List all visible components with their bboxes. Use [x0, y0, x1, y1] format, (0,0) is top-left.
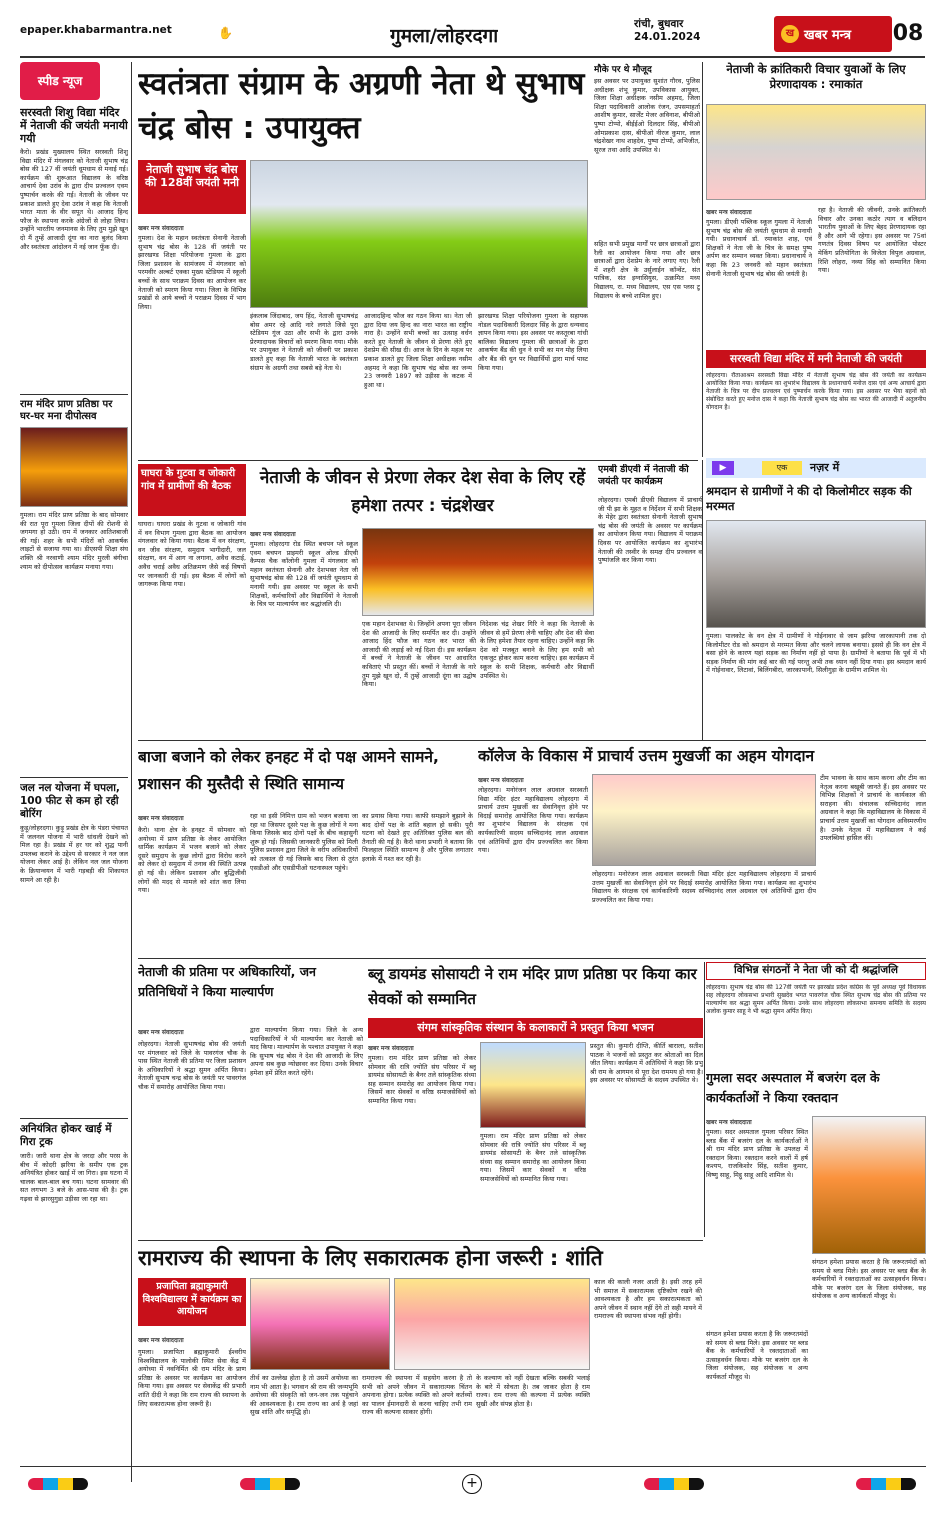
color-registration-bar: [856, 1478, 916, 1490]
sangam-byline: खबर मन्त्र संवाददाता: [368, 1045, 414, 1052]
lead-col-2: इंकलाब जिंदाबाद, जय हिंद, नेताजी सुभाषचंद्र बोस अमर रहे आदि नारे लगाते जिसे पूरा स्टेडियम गूंज उठा और सभी के द्वारा उनके प्रेरणादायक विचारों को स्मरण किया गया। मौके पर उपायुक्त ने नेताजी को जीवनी पर प्रकाश डालते हुए कहा कि नेताजी भारत के स्वतंत्रता संग्राम के अग्रणी तथा सबसे बड़े नेता थे।: [250, 312, 358, 372]
speed-item: [20, 399, 128, 773]
netaji-views-col-1: गुमला। डीएवी पब्लिक स्कूल गुमला में नेताजी सुभाष चंद्र बोस की जयंती धूमधाम से मनायी गयी। प्रधानाचार्य डॉ. रमाकांत शाह, एवं शिक्षकों ने नेता जी के चित्र के समक्ष पुष्प अर्पण कर सम्मान व्यक्त किया। प्रधानाचार्य ने कहा कि 23 जनवरी को महान स्वतंत्रता सेनानी नेताजी सुभाष चंद्र बोस की जयंती है।: [706, 218, 812, 278]
brand-mark-icon: ख: [781, 25, 799, 43]
chandrashekhar-col-1: गुमला। लोहरदगा रोड स्थित बचपन प्ले स्कूल एवम बचपन प्राइमरी स्कूल ओल्ड डीएवी कैम्पस चैक कॉलोनी गुमला में मंगलवार को महान स्वतंत्रता सेनानी और देशभक्त नेता जी सुभाषचंद्र बोस की 128 वीं जयंती धूमधाम से मनायी गयी। इस अवसर पर स्कूल के सभी शिक्षकों, कर्मचारियों और विद्यार्थियों ने नेताजी के चित्र पर माल्यार्पण कर श्रद्धांजलि दी।: [250, 540, 358, 609]
speed-item: [20, 106, 128, 390]
ramrajya-inset-box: [138, 1278, 246, 1326]
brahmakumari-photo-1: [250, 1278, 390, 1370]
footer-rule: [20, 1466, 926, 1467]
saraswati-jayanti-headline: सरस्वती विद्या मंदिर में मनी नेताजी की जयंती: [730, 353, 902, 365]
saraswati-jayanti-banner: [706, 350, 926, 368]
school-children-photo: [362, 528, 594, 616]
road-repair-photo: [706, 520, 926, 628]
nazar-mein-bar: [706, 458, 926, 478]
ramrajya-col-5: काल की काली नजर आती है। इसी तरह हमें भी समाज में सकारात्मक दृष्टिकोण रखने की आवश्यकता है और हम सकारात्मकता को अपने जीवन में स्थान नहीं देंगे तो सही मायने में रामराज्य की स्थापना संभव नहीं होगी।: [594, 1278, 702, 1321]
on-occasion-body: इस अवसर पर उपायुक्त सुशांत गौरव, पुलिस अधीक्षक शंभू कुमार, उपविकास आयुक्त, जिला शिक्षा अधीक्षक नसीम अहमद, जिला शिक्षा पदाधिकारी आलोक रंजन, उपसमाहर्ता आशीष कुमार, सार्जेंट मेजर अविनाश, बीपीओ पुष्पा टोप्पो, बीईईओ दिलदार सिंह, बीपीओ ओमप्रकाश दास, बीपीओ नीरज कुमार, लाल चंद्रशेखर नाथ शाहदेव, पुष्पा टोप्पो, अभिजीत, सूरज तथा आदि उपस्थित थे।: [594, 77, 700, 154]
college-col-2: टीम भावना के साथ काम करना और टीम का नेतृत्व करना बखूबी जानते हैं। इस अवसर पर विभिन्न शिक्षकों ने प्राचार्य के कार्यकाल की सराहना की। संचालक सच्चिदानंद लाल अग्रवाल ने कहा कि महाविद्यालय के विकास में प्राचार्य उत्तम मुखर्जी का योगदान अविस्मरणीय है। उनके नेतृत्व में महाविद्यालय ने कई उपलब्धियां हासिल कीं।: [820, 774, 926, 843]
lead-col-3: आजादहिन्द फौज का गठन किया था। नेता जी द्वारा दिया जय हिन्द का नारा भारत का राष्ट्रीय नारा है। उन्होंने सभी बच्चों का उत्साह वर्धन करते हुए नेताजी के जीवन से प्रेरणा लेते हुए देशप्रेम की सीख दी। आज के दिन के महत्व पर प्रकाश डालते हुए जिला शिक्षा अधीक्षक नसीम अहमद ने कहा कि सुभाष चंद्र बोस का जन्म 23 जनवरी 1897 को उड़ीसा के कटक में हुआ था।: [364, 312, 472, 389]
column-divider: [704, 962, 705, 1237]
vibhinn-headline: विभिन्न संगठनों ने नेता जी को दी श्रद्धांजलि: [733, 964, 898, 976]
blue-diamond-headline: ब्लू डायमंड सोसायटी ने राम मंदिर प्राण प्रतिष्ठा पर किया कार सेवकों को सम्मानित: [368, 965, 697, 1008]
speed-news-badge: [20, 62, 100, 100]
ramrajya-col-2: तीर्थ का उल्लेख होता है तो उसमें अयोध्या का नाम भी आता है। भगवान श्री राम की जन्मभूमि अयोध्या की संस्कृति को जन-जन तक पहुंचाने की आवश्यकता है। राम राज्य का अर्थ है जहां सुख शांति और समृद्धि हो।: [250, 1374, 358, 1417]
netaji-views-col-2: रहा है। नेताजी की जीवनी, उनके क्रांतिकारी विचार और उनका कठोर त्याग व बलिदान भारतीय युवाओं के लिए बेहद प्रेरणादायक रहा है और आगे भी रहेगा। इस अवसर पर 75वां गणतंत्र दिवस विषय पर आयोजित पोस्टर मेकिंग प्रतियोगिता के विजेता विपुल अग्रवाल, रिशि लोहरा, नव्या सिंह को सम्मानित किया गया।: [818, 206, 926, 275]
nazar-mein-headline: श्रमदान से ग्रामीणों ने की दो किलोमीटर सड़क की मरम्मत: [706, 484, 912, 513]
issue-date: 24.01.2024: [634, 31, 701, 43]
bajrang-col-1: गुमला। सदर अस्पताल गुमला परिसर स्थित ब्लड बैंक में बजरंग दल के कार्यकर्ताओं ने श्री राम मंदिर प्राण प्रतिष्ठा के उपलक्ष में रक्तदान किया। रक्तदान करने वालों में हर्ष कश्यप, राजकिशोर सिंह, सतीश कुमार, विष्णु साहू, मिट्ठू साहू आदि शामिल थे।: [706, 1128, 808, 1179]
speed-item-headline: जल नल योजना में घपला, 100 फीट से कम हो रही बोरिंग: [20, 782, 120, 820]
bajrang-col-1-cont: संगठन हमेशा प्रयास करता है कि जरूरतमंदों को समय से ब्लड मिले। इस अवसर पर ब्लड बैंक के कर्मचारियों ने रक्तदाताओं का उत्साहवर्धन किया। मौके पर बजरंग दल के जिला संयोजक, सह संयोजक व अन्य कार्यकर्ता मौजूद थे।: [706, 1330, 808, 1381]
sangam-col-1-cont: गुमला। राम मंदिर प्राण प्रतिष्ठा को लेकर सोमवार की रात्रि ज्योति संघ परिसर में ब्लू डायमंड सोसायटी के बैनर तले सांस्कृतिक संध्या सह सम्मान समारोह का आयोजन किया गया। जिसमें कार सेवकों व वरिष्ठ समाजसेवियों को सम्मानित किया गया।: [480, 1132, 586, 1183]
on-occasion-block: [594, 62, 700, 234]
lead-headline: स्वतंत्रता संग्राम के अग्रणी नेता थे सुभाष चंद्र बोस : उपायुक्त: [138, 66, 585, 146]
ramrajya-col-1: गुमला। प्रजापिता ब्रह्माकुमारी ईश्वरीय विश्वविद्यालय के पालोकी स्थित सेवा केंद्र में अयोध्या में नवनिर्मित श्री राम मंदिर के प्राण प्रतिष्ठा के अवसर पर कार्यक्रम का आयोजन किया गया। इस अवसर पर सेवाकेंद्र की प्रभारी शांति दीदी ने कहा कि राम राज्य की स्थापना के लिए सकारात्मक होना जरूरी है।: [138, 1348, 246, 1408]
ramrajya-inset-text: प्रजापिता ब्रह्माकुमारी विश्वविद्यालय में कार्यक्रम का आयोजन: [142, 1281, 242, 1317]
saraswati-jayanti-body: लोहरदगा। रौताआश्रम सरस्वती विद्या मंदिर में नेताजी सुभाष चंद्र बोस की जयंती का कार्यक्रम आयोजित किया गया। कार्यक्रम का शुभारंभ विद्यालय के प्रधानाचार्य मनोज दास एवं अन्य आचार्य द्वारा नेताजी के चित्र पर दीप प्रज्वलन एवं पुष्पार्चन करके किया गया। इस अवसर पर भैया बहनों को संबोधित करते हुए मनोज दास ने कहा कि नेताजी सुभाष चंद्र बोस का भारत की आजादी में अतुलनीय योगदान है।: [706, 372, 926, 411]
column-divider: [702, 460, 703, 740]
speed-item: [20, 782, 128, 1114]
masthead-rule: [20, 56, 925, 58]
chandrashekhar-byline: खबर मन्त्र संवाददाता: [250, 531, 296, 538]
temple-lights-photo: [20, 427, 128, 507]
baja-headline: बाजा बजाने को लेकर हनहट में दो पक्ष आमने सामने, प्रशासन की मुस्तैदी से स्थिति सामान्य: [138, 748, 439, 793]
speed-item: [20, 1123, 128, 1352]
section-rule: [138, 460, 698, 461]
lead-byline: खबर मन्त्र संवाददाता: [138, 225, 184, 232]
college-col-1: लोहरदगा। मनोरंजन लाल अग्रवाल सरस्वती विद्या मंदिर इंटर महाविद्यालय लोहरदगा में प्राचार्य उत्तम मुखर्जी का सेवानिवृत्त होने पर विदाई समारोह आयोजित किया गया। कार्यक्रम का शुभारंभ विद्यालय के संरक्षक एवं कार्यकारिणी सदस्य सच्चिदानंद लाल अग्रवाल एवं अतिथियों द्वारा दीप प्रज्ज्वलित कर किया गया।: [478, 786, 588, 855]
ms-dt-headline: एमबी डीएवी में नेताजी की जयंती पर कार्यक्रम: [598, 464, 689, 487]
felicitation-photo: [480, 1042, 586, 1128]
netaji-views-byline: खबर मन्त्र संवाददाता: [706, 209, 752, 216]
nazar-mein-label: नज़र में: [810, 461, 840, 474]
lead-inset-text: नेताजी सुभाष चंद्र बोस की 128वीं जयंती मनी: [145, 163, 239, 189]
bajrang-headline: गुमला सदर अस्पताल में बजरंग दल के कार्यकर्ताओं ने किया रक्तदान: [706, 1070, 880, 1105]
ramrajya-byline: खबर मन्त्र संवाददाता: [138, 1337, 184, 1344]
farewell-photo: [592, 774, 816, 866]
speed-item-headline: सरस्वती शिशु विद्या मंदिर में नेताजी की जयंती मनायी गयी: [20, 106, 128, 145]
speed-item-body: कैरो। प्रखंड मुख्यालय स्थित सरस्वती शिशु विद्या मंदिर में मंगलवार को नेताजी सुभाष चंद्र बोस की 127 वीं जयंती धूमधाम से मनाई गई। कार्यक्रम की शुरूआत विद्यालय के वरिष्ठ आचार्य देवा उरांव के द्वारा दीप प्रज्वलन एवम पुष्पार्चन करके की गई। नेताजी के जीवन पर प्रकाश डालते हुए देवा उरांव ने कहा कि नेताजी भारत माता के वीर सपूत थे। आजाद हिन्द फौज के स्थापना करके अंग्रेजों से लोहा लिया। उन्होंने भारतीय जनमानस के लिए तुम मुझे खून दो मैं तुम्हें आजादी दूंगा का नारा बुलंद किया और स्वतंत्रता आंदोलन में नई जान फूँक दी।: [20, 148, 128, 251]
chandrashekhar-col-2: एक महान देशभक्त थे। जिन्होंने अपना पूरा जीवन देश की आजादी के लिए समर्पित कर दी। उन्होंने आजाद हिंद फौज का गठन कर भारत की आजादी की लड़ाई को नई दिशा दी। इस कार्यक्रम में बच्चों ने नेताजी के जीवन पर आधारित कविताएं भी प्रस्तुत कीं। बच्चों ने नेताजी के नारे तुम मुझे खून दो, मैं तुम्हें आजादी दूंगा का उद्घोष किया।: [362, 620, 476, 689]
ramrajya-headline: रामराज्य की स्थापना के लिए सकारात्मक होना जरूरी : शांति: [138, 1246, 603, 1270]
ghaghra-body: घाघरा। घाघरा प्रखंड के गुटवा व जोकारी गांव में वन विभाग गुमला द्वारा बैठक का आयोजन मंगलवार को किया गया। बैठक में वन संरक्षण, वन जीव संरक्षण, समुदाय भागीदारी, जल संरक्षण, वन में आग ना लगाना, अवैध कटाई, अवैध चराई अवैध अतिक्रमण जैसे कई विषयों पर जानकारी दी गई। इस बैठक में लोगों को जागरूक किया गया।: [138, 520, 246, 589]
lead-col-4: झारखण्ड शिक्षा परियोजना गुमला के सहायक नोडल पदाधिकारी दिलदार सिंह के द्वारा धन्यवाद ज्ञापन किया गया। इस अवसर पर कस्तूरबा गांधी बालिका विद्यालय गुमला की छात्राओं के द्वारा आकर्षण बैंड की धुन ने सभी का मन मोह लिया और बैंड की धुन पर विद्यार्थियों द्वारा मार्च पास्ट किया गया।: [478, 312, 588, 372]
ramrajya-col-3: रामराज्य की स्थापना में सहयोग करना है तो सभी को अपने जीवन में सकारात्मक चिंतन अपनाना होगा। प्रत्येक व्यक्ति को अपने कर्तव्यों का पालन ईमानदारी से करना चाहिए तभी राम राज्य की कल्पना साकार होगी।: [362, 1374, 472, 1417]
speed-item-headline: राम मंदिर प्राण प्रतिष्ठा पर घर-घर मना दीपोत्सव: [20, 399, 113, 422]
chandrashekhar-headline: नेताजी के जीवन से प्रेरणा लेकर देश सेवा के लिए रहें हमेशा तत्पर : चंद्रशेखर: [259, 468, 586, 516]
sangam-headline: संगम सांस्कृतिक संस्थान के कलाकारों ने प्रस्तुत किया भजन: [417, 1021, 654, 1034]
speed-item-body: जारी। जारी थाना क्षेत्र के जरदा और परस के बीच में कोदरी झरिया के समीप एक ट्रक अनियंत्रित होकर खाई में जा गिरा। इस घटना में चालक बाल-बाल बच गया। घटना सामवार की सत लगभग 3 बजे के आस-पास की है। ट्रक गढ़वा से झारसुगुडा उड़ीसा जा रहा था।: [20, 1152, 128, 1203]
flag-icon: एक: [762, 461, 802, 475]
site-url[interactable]: epaper.khabarmantra.net: [20, 24, 172, 36]
brahmakumari-photo-2: [394, 1278, 590, 1370]
column-divider: [702, 62, 703, 457]
vibhinn-banner: [706, 962, 926, 980]
cursor-icon: ✋: [218, 26, 233, 40]
nazar-mein-body: गुमला। पालकोट के वन क्षेत्र में ग्रामीणों ने गोईनावार से जाम झरिया जारकापानी तक दो किलोमीटर रोड को श्रमदान से मरम्मत किया और चलने लायक बनाया। इससे ही कि वन क्षेत्र में बसा होने के कारण यहां सड़क का निर्माण नहीं हो पाया है। ग्रामीणों ने बताया कि पूर्व में भी सड़क निर्माण की मांग कई बार की गई परन्तु अभी तक ध्यान नहीं दिया गया। इस श्रमदान कार्य में गोईनावार, लिटावां, बिलिंगबीरा, जारकापानी, सिलीगुड़ा के ग्रामीण शामिल थे।: [706, 632, 926, 675]
sangam-col-2: प्रस्तुत की। कुमारी दीप्ति, कीर्ति बाराला, सतीश पाठक ने भजनों को प्रस्तुत कर श्रोताओं का दिल जीत लिया। कार्यक्रम में अतिथियों ने कहा कि प्रभु श्री राम के आगमन से पूरा देश राममय हो गया है। इस अवसर पर सोसायटी के सदस्य उपस्थित थे।: [590, 1042, 703, 1085]
college-byline: खबर मन्त्र संवाददाता: [478, 777, 524, 784]
ghaghra-headline: घाघरा के गुटवा व जोकारी गांव में ग्रामीणों की बैठक: [141, 468, 236, 492]
baja-col-1: कैरो। थाना क्षेत्र के हनहट में सोमवार को अयोध्या में प्राण प्रतिष्ठा के लेकर आयोजित धार्मिक कार्यक्रम में भजन बजाने को लेकर दूसरे समुदाय के कुछ लोगों द्वारा विरोध करने को लेकर दो समुदाय में तनाव की स्थिति उत्पन्न हो गई थी। लेकिन प्रशासन और बुद्धिजीवी लोगों की मदद से मामले को शांत करा लिया गया।: [138, 826, 246, 895]
netaji-pratima-col-1: लोहरदगा। नेताजी सुभाषचंद्र बोस की जयंती पर मंगलवार को जिले के पावरगंज चौक के पास स्थित नेताजी की प्रतिमा पर जिला प्रशासन के अधिकारियों ने श्रद्धा सुमन अर्पित किया। नेताजी सुभाष चन्द्र बोस के जयंती पर पावरगंज चौक में समारोह आयोजित किया गया।: [138, 1040, 246, 1091]
netaji-pratima-col-2: द्वारा माल्यार्पण किया गया। जिले के अन्य पदाधिकारियों ने भी माल्यार्पण कर नेताजी को याद किया। माल्यार्पण के पश्चात उपायुक्त ने कहा कि सुभाष चंद्र बोस ने देश की आजादी के लिए अपना सब कुछ न्योछावर कर दिया। उनके विचार हमेशा हमें प्रेरित करते रहेंगे।: [250, 1026, 363, 1077]
bookmark-icon: ▶: [712, 461, 734, 475]
bajrang-col-2: संगठन हमेशा प्रयास करता है कि जरूरतमंदों को समय से ब्लड मिले। इस अवसर पर ब्लड बैंक के कर्मचारियों ने रक्तदाताओं का उत्साहवर्धन किया। मौके पर बजरंग दल के जिला संयोजक, सह संयोजक व अन्य कार्यकर्ता मौजूद थे।: [812, 1258, 926, 1301]
column-divider: [131, 62, 132, 1482]
color-registration-bar: [240, 1478, 300, 1490]
dav-students-photo: [706, 104, 926, 200]
netaji-pratima-headline: नेताजी की प्रतिमा पर अधिकारियों, जन प्रतिनिधियों ने किया माल्यार्पण: [138, 964, 316, 999]
ramrajya-col-4: के कल्याण को नहीं देखता बल्कि सबकी भलाई के बारे में सोचता है। तब जाकर होता है राम राज्य। राम राज्य की कल्पना में प्रत्येक व्यक्ति सुखी और संपन्न होता है।: [476, 1374, 590, 1408]
section-rule: [138, 740, 926, 741]
baja-col-3: का प्रयास किया गया। काफी समझाने बुझाने के बाद दोनों पक्ष के शांति बहाल हो सकी। पूरी घटना को देखते हुए अतिरिक्त पुलिस बल की तैनाती की गई है। कैरो थाना प्रभारी ने बताया कि फिलहाल स्थिति सामान्य है और पुलिस लगातार इलाके में गश्त कर रही है।: [362, 812, 473, 863]
vibhinn-body: लोहरदगा। सुभाष चंद्र बोस की 127वीं जयंती पर झारखंड प्रदेश कांग्रेस के पूर्व अध्यक्ष पूर्व विधायक सह लोहरदगा लोकसभा प्रभारी सुखदेव भगत पावरगंज चौक स्थित सुभाष चंद्र बोस की प्रतिमा पर माल्यार्पण कर श्रद्धा सुमन अर्पित किया। उनके साथ लोहरदगा लोकसभा समन्वय समिति के सदस्य अलोक कुमार साहू ने भी श्रद्धा सुमन अर्पित किए।: [706, 984, 926, 1015]
college-headline: कॉलेज के विकास में प्राचार्य उत्तम मुखर्जी का अहम योगदान: [478, 747, 815, 765]
brand-name: खबर मन्त्र: [804, 28, 852, 43]
lead-inset-box: [138, 160, 246, 214]
date-block: [634, 18, 700, 44]
section-rule: [138, 1240, 703, 1241]
speed-item-headline: अनियंत्रित होकर खाई में गिरा ट्रक: [20, 1123, 112, 1148]
college-col-2-cont: लोहरदगा। मनोरंजन लाल अग्रवाल सरस्वती विद्या मंदिर इंटर महाविद्यालय लोहरदगा में प्राचार्य उत्तम मुखर्जी का सेवानिवृत्त होने पर विदाई समारोह आयोजित किया गया। कार्यक्रम का शुभारंभ विद्यालय के संरक्षक एवं कार्यकारिणी सदस्य सच्चिदानंद लाल अग्रवाल एवं अतिथियों द्वारा दीप प्रज्ज्वलित कर किया गया।: [592, 870, 816, 904]
page-number: 08: [892, 21, 924, 46]
lead-col-1: गुमला। देश के महान स्वतंत्रता सेनानी नेताजी सुभाष चंद्र बोस के 128 वीं जयंती पर झारखण्ड शिक्षा परियोजना गुमला के द्वारा जिला प्रशासन के सामंजस्य में मंगलवार को परमवीर अल्बर्ट एक्का मुख्य स्टेडियम में स्कूली बच्चों के साथ पराक्रम दिवस का आयोजन कर नेताजी को स्मरण किया गया। जिला के विभिन्न प्रखंडों से आये बच्चों ने पराक्रम दिवस में भाग लिया।: [138, 234, 246, 311]
speed-news-label: स्पीड न्यूज: [37, 74, 83, 88]
netaji-pratima-byline: खबर मन्त्र संवाददाता: [138, 1029, 184, 1036]
netaji-views-headline: नेताजी के क्रांतिकारी विचार युवाओं के लिए प्रेरणादायक : रमाकांत: [726, 62, 906, 91]
on-occasion-label: मौके पर थे मौजूद: [594, 65, 652, 75]
speed-item-body: गुमला। राम मंदिर प्राण प्रतिष्ठा के बाद सोमवार की रात पूरा गुमला जिला दीपों की रोशनी से जगमगा हो उठी। राम में जनकार आतिशबाजी की गई। शहर के सभी मंदिरों को आकर्षक लाइटों से सजाया गया था। डीएसपी शिक्षा संघ शक्ति श्री नरवाणी श्याम मंदिर मुरली बंगीचा श्याम को दीपोत्सव कार्यक्रम मनाया गया।: [20, 511, 128, 571]
blood-donation-photo: [812, 1116, 926, 1254]
sangam-banner: [368, 1018, 703, 1038]
sangam-col-1: गुमला। राम मंदिर प्राण प्रतिष्ठा को लेकर सोमवार की रात्रि ज्योति संघ परिसर में ब्लू डायमंड सोसायटी के बैनर तले सांस्कृतिक संध्या सह सम्मान समारोह का आयोजन किया गया। जिसमें कार सेवकों व वरिष्ठ समाजसेवियों को सम्मानित किया गया।: [368, 1054, 476, 1105]
bajrang-byline: खबर मन्त्र संवाददाता: [706, 1119, 752, 1126]
speed-news-column: [20, 62, 128, 1487]
city-day: रांची, बुधवार: [634, 18, 684, 30]
section-title: गुमला/लोहरदगा: [390, 25, 499, 47]
color-registration-bar: [28, 1478, 88, 1490]
lead-col-5: सहित सभी प्रमुख मार्गों पर छात्र छात्राओं द्वारा रैली का आयोजन किया गया और छात्र छात्राओं द्वारा देशप्रेम के नारे लगाए गए। रैली में शहरी क्षेत्र के उर्सुलाईन कॉन्वेंट, संत पात्रिक, संत इग्नासियुस, उत्क्रमित मध्य विद्यालय, रा. मध्य विद्यालय, एस एस प्लस टू विद्यालय के बच्चे शामिल हुए।: [594, 240, 700, 300]
ms-dt-body: लोहरदगा। एमबी डीएवी विद्यालय में प्राचार्य जी पी झा के मूहत व निर्देशन में सभी शिक्षक के मेहेर द्वारा स्वतंत्रता सेनानी नेताजी सुभाष चंद्र बोस की जयंती के अवसर पर कार्यक्रम का आयोजन किया गया। विद्यालय में पराक्रम दिवस पर आयोजित कार्यक्रम का शुभारंभ नेताजी की तस्वीर के समक्ष दीप प्रज्वलन व पुष्पांजलि कर किया गया।: [598, 496, 702, 565]
parade-photo: [250, 160, 588, 308]
section-rule: [138, 958, 926, 959]
baja-byline: खबर मन्त्र संवाददाता: [138, 815, 184, 822]
ghaghra-headline-box: [138, 464, 246, 516]
baja-col-2: रहा था इसी निमित्त ग्राम को भजन बजाया जा रहा था जिसपर दूसरे पक्ष के कुछ लोगों ने मना किया जिसके बाद दोनों पक्षों के बीच कहासुनी शुरू हो गई। जिसकी जानकारी पुलिस को मिली पुलिस प्रशासन द्वारा जिले के वरीय अधिकारियों को तत्काल दी गई जिसके बाद जिला से तुरंत एसडीओ और एसडीपीओ घटनास्थल पहुंचे।: [250, 812, 358, 872]
speed-item-body: कुड़ू/लोहरदगा। कुड़ू प्रखंड क्षेत्र के पंडरा पंचायत में जलनल योजना में भारी धांधली देखने को मिल रहा है। प्रखंड में हर घर को शुद्ध पानी उपलब्ध कराने के उद्देश्य से सरकार ने नल जल योजना लेकर आई है। लेकिन नल जल योजना के क्रियान्वयन में भारी गड़बड़ी की शिकायत सामने आ रही है।: [20, 824, 128, 884]
brand-logo: [774, 16, 892, 52]
color-registration-bar: [644, 1478, 704, 1490]
crosshair-icon: +: [462, 1474, 482, 1494]
chandrashekhar-col-3: निदेशक चंद्र शेखर गिरि ने कहा कि नेताजी के जीवन से हमें प्रेरणा लेनी चाहिए और देश की सेवा के लिए हमेशा तैयार रहना चाहिए। उन्होंने कहा कि देश को मजबूत बनाने के लिए हम सभी को एकजुट होकर काम करना चाहिए। इस कार्यक्रम में स्कूल के सभी शिक्षक, कर्मचारी और विद्यार्थी उपस्थित थे।: [480, 620, 594, 680]
